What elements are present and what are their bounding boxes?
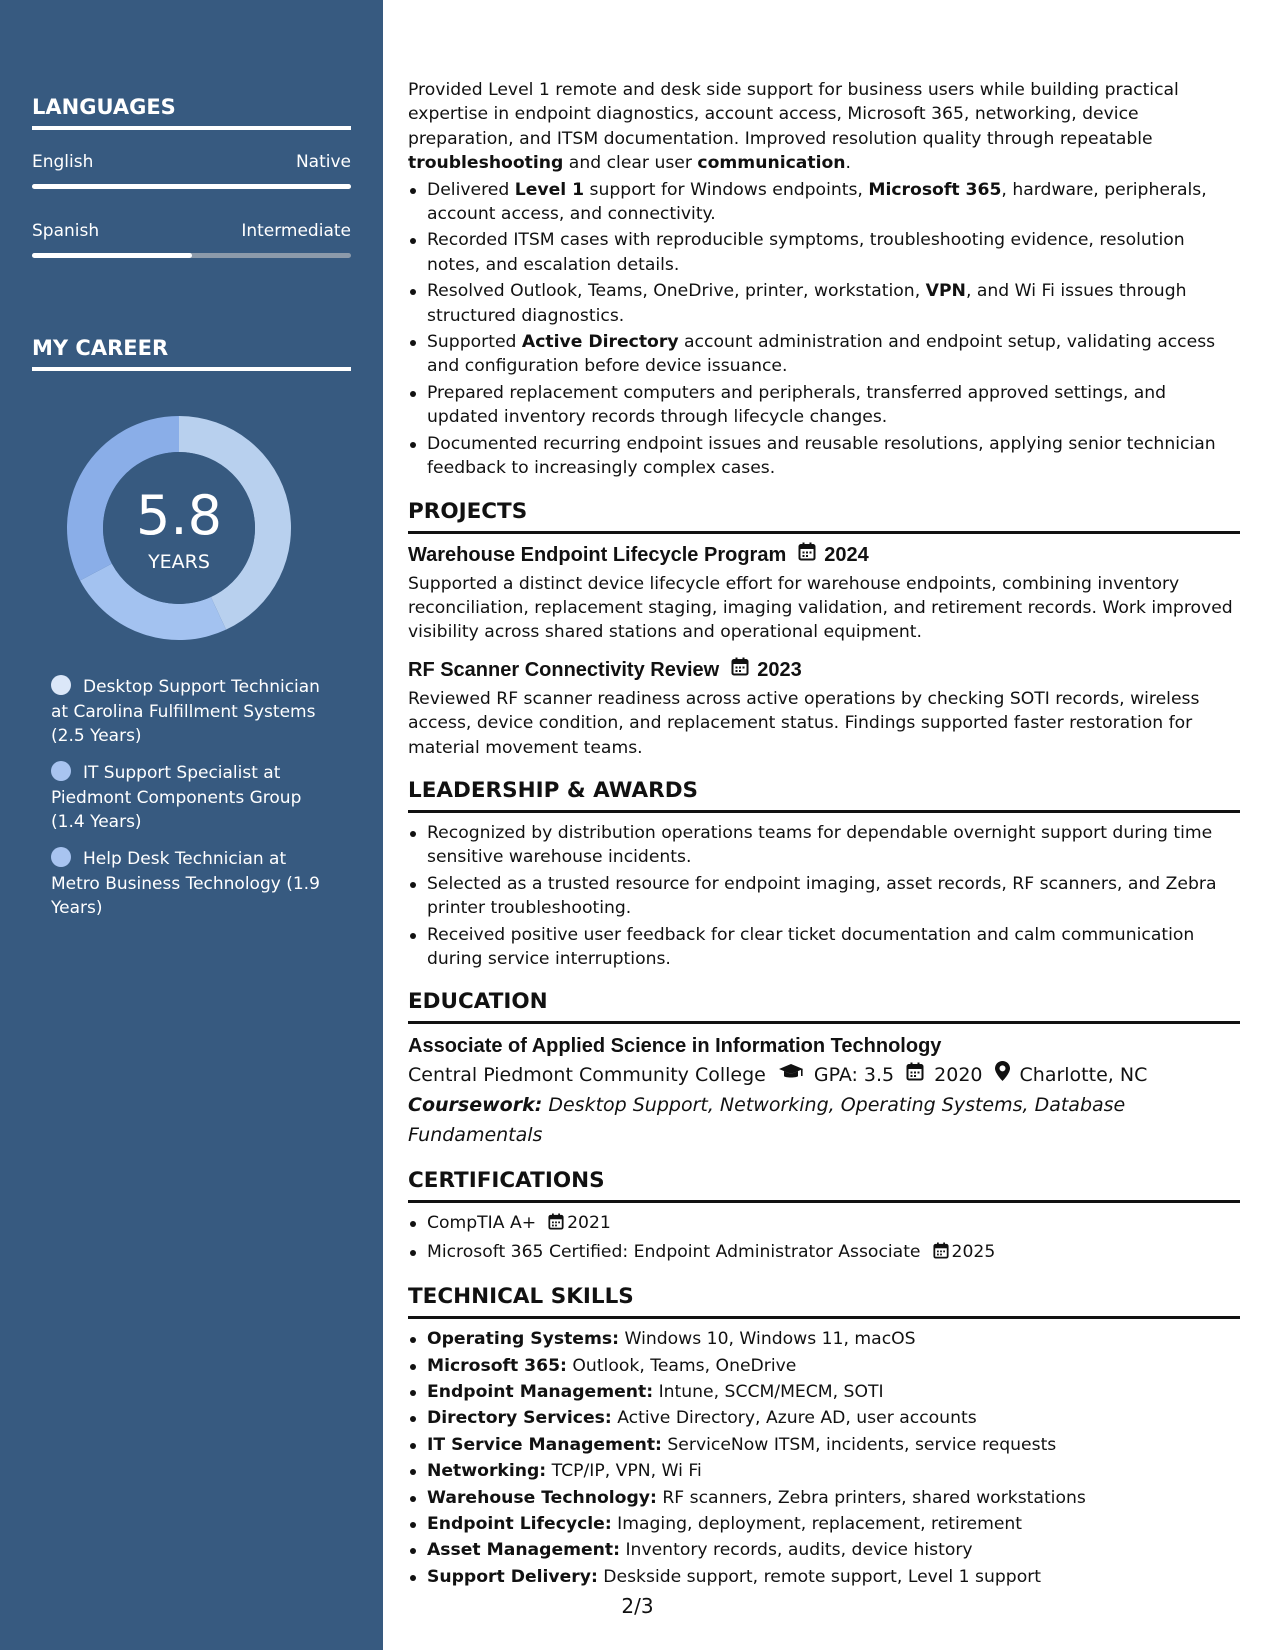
language-bar-english	[32, 184, 351, 189]
skill-label: IT Service Management:	[427, 1434, 662, 1455]
skill-value: Imaging, deployment, replacement, retirement	[611, 1514, 1023, 1535]
education-location: Charlotte, NC	[1019, 1064, 1148, 1087]
language-bar-spanish	[32, 253, 351, 258]
main-content	[408, 78, 1240, 1589]
graduation-cap-icon	[778, 1060, 804, 1090]
skill-item	[408, 1327, 1240, 1351]
bullet-bold: Active Directory	[521, 332, 679, 353]
education-degree: Associate of Applied Science in Information Technology	[408, 1035, 942, 1058]
leadership-item: Received positive user feedback for clear ticket documentation and calm communication during service interruptions.	[408, 923, 1240, 972]
skill-label: Support Delivery:	[427, 1566, 598, 1587]
education-details	[408, 1060, 1240, 1090]
leadership-item: Recognized by distribution operations teams for dependable overnight support during time sensitive warehouse incidents.	[408, 821, 1240, 870]
bullet-text: Supported	[427, 332, 522, 353]
project-title: Warehouse Endpoint Lifecycle Program	[408, 543, 787, 566]
skill-value: RF scanners, Zebra printers, shared workstations	[656, 1487, 1086, 1508]
experience-bullet	[408, 432, 1240, 481]
education-heading: EDUCATION	[408, 989, 1240, 1024]
bullet-bold: Level 1	[514, 179, 585, 200]
skill-item	[408, 1380, 1240, 1404]
certification-year: 2025	[951, 1241, 996, 1262]
bullet-text: , and Wi Fi issues through structured diagnostics.	[427, 281, 1187, 326]
experience-bullet	[408, 330, 1240, 379]
career-legend-dot	[51, 675, 71, 695]
project-title: RF Scanner Connectivity Review	[408, 658, 720, 681]
experience-summary	[408, 78, 1240, 176]
skill-label: Endpoint Management:	[427, 1382, 654, 1402]
skills-list	[408, 1327, 1240, 1589]
skill-item	[408, 1565, 1240, 1589]
skill-item	[408, 1538, 1240, 1562]
calendar-icon	[731, 657, 749, 683]
career-item	[51, 675, 331, 749]
bullet-text: Recorded ITSM cases with reproducible symptoms, troubleshooting evidence, resolution notes, and escalation details.	[427, 230, 1185, 275]
career-rule	[32, 367, 351, 371]
education-year: 2020	[934, 1064, 983, 1087]
certification-name: CompTIA A+	[427, 1213, 537, 1234]
skill-value: Intune, SCCM/MECM, SOTI	[653, 1382, 884, 1402]
skill-label: Microsoft 365:	[427, 1355, 567, 1376]
skill-value: TCP/IP, VPN, Wi Fi	[546, 1461, 702, 1482]
project-description: Supported a distinct device lifecycle effort for warehouse endpoints, combining inventory reconciliation, replacement staging, imaging validation, and retirement records. Work improved visibility across shared stations and operational equipment.	[408, 573, 1233, 643]
certification-item	[408, 1211, 1240, 1237]
skill-item	[408, 1406, 1240, 1430]
skill-value: Deskside support, remote support, Level 1 support	[597, 1566, 1042, 1587]
skill-label: Directory Services:	[427, 1408, 612, 1429]
bullet-text: Delivered	[427, 179, 515, 200]
skill-value: ServiceNow ITSM, incidents, service requests	[661, 1434, 1057, 1455]
calendar-icon	[548, 1213, 564, 1237]
career-item	[51, 761, 331, 835]
bullet-text: support for Windows endpoints,	[584, 179, 869, 200]
skills-heading: TECHNICAL SKILLS	[408, 1284, 1240, 1319]
certifications-heading: CERTIFICATIONS	[408, 1168, 1240, 1203]
sidebar	[0, 0, 383, 1650]
skill-item	[408, 1486, 1240, 1510]
language-level: Native	[295, 152, 351, 172]
summary-bold: communication	[697, 153, 846, 174]
language-level: Intermediate	[241, 221, 351, 241]
summary-text: and clear user	[563, 153, 698, 174]
projects-heading: PROJECTS	[408, 499, 1240, 534]
language-row-english	[32, 152, 351, 172]
skill-item	[408, 1433, 1240, 1457]
experience-bullet	[408, 228, 1240, 277]
coursework-label: Coursework:	[408, 1094, 543, 1117]
education-school: Central Piedmont Community College	[408, 1064, 766, 1087]
certification-year: 2021	[567, 1213, 611, 1234]
experience-bullet	[408, 279, 1240, 328]
education-gpa: GPA: 3.5	[813, 1064, 895, 1087]
language-bar-fill	[32, 253, 192, 258]
career-item-text: IT Support Specialist at Piedmont Components Group (1.4 Years)	[51, 763, 302, 832]
career-legend-dot	[51, 847, 71, 867]
project-title-row	[408, 542, 1240, 568]
location-pin-icon	[995, 1060, 1010, 1090]
skill-item	[408, 1354, 1240, 1378]
skill-label: Operating Systems:	[427, 1329, 619, 1350]
bullet-text: account administration and endpoint setup, validating access and configuration before device issuance.	[427, 332, 1216, 377]
leadership-list	[408, 821, 1240, 971]
skill-item	[408, 1459, 1240, 1483]
calendar-icon	[906, 1060, 924, 1090]
skill-value: Outlook, Teams, OneDrive	[566, 1355, 797, 1376]
experience-bullet	[408, 178, 1240, 227]
certification-item	[408, 1240, 1240, 1266]
skill-label: Endpoint Lifecycle:	[427, 1514, 612, 1535]
leadership-heading: LEADERSHIP & AWARDS	[408, 778, 1240, 813]
language-bar-fill	[32, 184, 351, 189]
summary-text: .	[845, 153, 851, 174]
project-description: Reviewed RF scanner readiness across active operations by checking SOTI records, wireless access, device condition, and replacement status. Findings supported faster restoration for material movement teams.	[408, 688, 1200, 758]
leadership-item: Selected as a trusted resource for endpoint imaging, asset records, RF scanners, and Zebra printer troubleshooting.	[408, 872, 1240, 921]
languages-rule	[32, 126, 351, 130]
experience-bullet	[408, 381, 1240, 430]
career-item-text: Desktop Support Technician at Carolina Fulfillment Systems (2.5 Years)	[51, 677, 320, 746]
bullet-text: Prepared replacement computers and peripherals, transferred approved settings, and updated inventory records through lifecycle changes.	[427, 382, 1167, 428]
project-year: 2024	[824, 543, 869, 566]
skill-label: Warehouse Technology:	[427, 1487, 657, 1508]
career-years-label: YEARS	[148, 551, 210, 573]
page-number: 2/3	[621, 1594, 654, 1618]
career-total-years: 5.8	[136, 484, 222, 547]
language-name: English	[32, 152, 94, 172]
coursework-list: Desktop Support, Networking, Operating Systems, Database Fundamentals	[408, 1094, 1126, 1147]
education-coursework	[408, 1090, 1240, 1150]
bullet-bold: Microsoft 365	[868, 179, 1002, 200]
skill-label: Asset Management:	[427, 1540, 621, 1561]
experience-bullets	[408, 178, 1240, 481]
skill-value: Active Directory, Azure AD, user accounts	[611, 1408, 977, 1429]
project-year: 2023	[757, 658, 802, 681]
skill-value: Windows 10, Windows 11, macOS	[618, 1329, 916, 1350]
language-name: Spanish	[32, 221, 100, 241]
bullet-bold: VPN	[925, 281, 966, 302]
languages-heading: LANGUAGES	[32, 95, 176, 119]
career-legend-dot	[51, 761, 71, 781]
skill-value: Inventory records, audits, device history	[620, 1540, 973, 1561]
career-item-text: Help Desk Technician at Metro Business Technology (1.9 Years)	[51, 849, 320, 918]
career-item	[51, 847, 331, 921]
calendar-icon	[933, 1242, 949, 1266]
certifications-list	[408, 1211, 1240, 1266]
skill-label: Networking:	[427, 1461, 547, 1482]
career-heading: MY CAREER	[32, 336, 169, 360]
summary-bold: troubleshooting	[408, 153, 564, 174]
bullet-text: Resolved Outlook, Teams, OneDrive, printer, workstation,	[427, 281, 926, 302]
bullet-text: Documented recurring endpoint issues and reusable resolutions, applying senior technician feedback to increasingly complex cases.	[427, 433, 1216, 479]
calendar-icon	[798, 542, 816, 568]
language-row-spanish	[32, 221, 351, 241]
bullet-text: , hardware, peripherals, account access, and connectivity.	[427, 179, 1207, 225]
certification-name: Microsoft 365 Certified: Endpoint Administrator Associate	[427, 1241, 921, 1262]
project-title-row	[408, 657, 1240, 683]
summary-text: Provided Level 1 remote and desk side support for business users while building practical expertise in endpoint diagnostics, account access, Microsoft 365, networking, device preparation, and ITSM documentation. Improved resolution quality through repeatable	[408, 80, 1179, 149]
skill-item	[408, 1512, 1240, 1536]
career-donut-chart	[66, 415, 292, 641]
